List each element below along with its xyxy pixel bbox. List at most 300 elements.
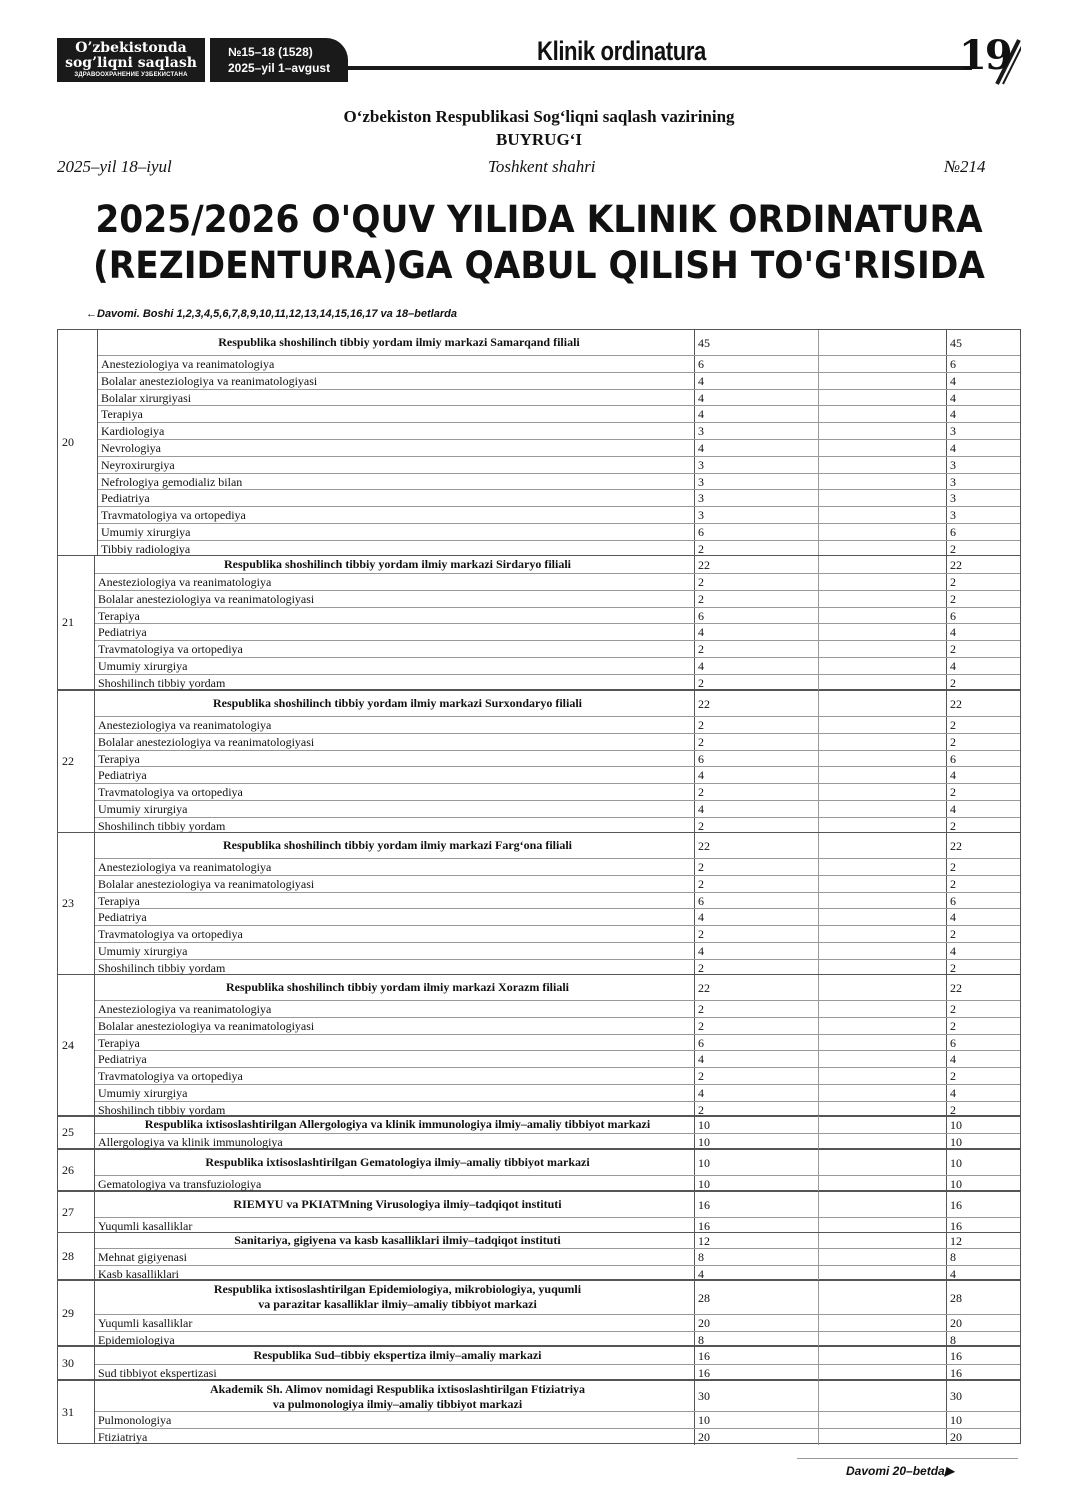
- specialty-quota: 4: [694, 658, 818, 674]
- institution-header-row: [95, 1381, 1020, 1411]
- empty-column-divider: [818, 801, 819, 817]
- empty-column-divider: [818, 624, 819, 640]
- specialty-name: Terapiya: [98, 752, 140, 766]
- institution-total-quota: 10: [694, 1116, 818, 1133]
- specialty-quota: 4: [694, 373, 818, 389]
- empty-column-divider: [818, 1249, 819, 1265]
- empty-column-divider: [818, 1381, 819, 1411]
- institution-name-line: Respublika shoshilinch tibbiy yordam ilmiy markazi Sirdaryo filiali: [223, 556, 572, 571]
- specialty-allocated: 4: [946, 1266, 1020, 1282]
- specialty-row: [98, 405, 1020, 422]
- empty-column-divider: [818, 893, 819, 909]
- empty-column-divider: [818, 591, 819, 607]
- institution-name-line-2: va pulmonologiya ilmiy–amaliy tibbiyot markazi: [272, 1397, 523, 1411]
- institution-header-row: [98, 330, 1020, 355]
- specialty-row: [95, 623, 1020, 640]
- table-group: [57, 1346, 1021, 1380]
- empty-column-divider: [818, 1429, 819, 1445]
- empty-column-divider: [818, 440, 819, 456]
- specialty-name: Travmatologiya va ortopediya: [98, 1069, 243, 1083]
- institution-header-row: [95, 1281, 1020, 1314]
- specialty-name: Pediatriya: [98, 1052, 147, 1066]
- specialty-quota: 2: [694, 784, 818, 800]
- empty-column-divider: [818, 574, 819, 590]
- specialty-row: [95, 1034, 1020, 1051]
- specialty-name: Yuqumli kasalliklar: [98, 1316, 193, 1330]
- specialty-name: Bolalar anesteziologiya va reanimatologiyasi: [98, 877, 315, 891]
- order-word: BUYRUG‘I: [496, 130, 582, 149]
- specialty-quota: 2: [694, 591, 818, 607]
- institution-total-allocated: 22: [946, 833, 1020, 858]
- specialty-row: [98, 523, 1020, 540]
- table-group: [57, 329, 1021, 556]
- specialty-row: [95, 674, 1020, 691]
- specialty-quota: 2: [694, 1102, 818, 1118]
- empty-column-divider: [818, 556, 819, 573]
- empty-column-divider: [818, 833, 819, 858]
- specialty-allocated: 4: [946, 390, 1020, 406]
- specialty-name: Bolalar anesteziologiya va reanimatologiyasi: [98, 592, 315, 606]
- specialty-allocated: 2: [946, 675, 1020, 691]
- page-number-box: [947, 32, 1021, 86]
- empty-column-divider: [818, 1233, 819, 1248]
- empty-column-divider: [818, 1315, 819, 1331]
- row-number: 28: [58, 1233, 95, 1279]
- specialty-allocated: 10: [946, 1134, 1020, 1150]
- empty-column-divider: [818, 1134, 819, 1150]
- institution-total-allocated: 22: [946, 691, 1020, 716]
- ministry-line: O‘zbekiston Respublikasi Sog‘liqni saqlash vazirining: [343, 107, 735, 126]
- empty-column-divider: [818, 926, 819, 942]
- specialty-name: Terapiya: [98, 1036, 140, 1050]
- institution-total-allocated: 10: [946, 1116, 1020, 1133]
- group-content: [95, 1347, 1020, 1379]
- specialty-quota: 10: [694, 1134, 818, 1150]
- institution-header-row: [95, 556, 1020, 573]
- specialty-quota: 4: [694, 1051, 818, 1067]
- row-number: 24: [58, 975, 95, 1116]
- specialty-quota: 2: [694, 859, 818, 875]
- empty-column-divider: [818, 1068, 819, 1084]
- specialty-name: Travmatologiya va ortopediya: [98, 785, 243, 799]
- institution-total-quota: 22: [694, 975, 818, 1000]
- specialty-name: Shoshilinch tibbiy yordam: [98, 676, 226, 690]
- specialty-name: Pediatriya: [98, 768, 147, 782]
- specialty-name: Kardiologiya: [101, 424, 165, 438]
- group-content: [95, 1281, 1020, 1345]
- specialty-allocated: 4: [946, 658, 1020, 674]
- specialty-name: Umumiy xirurgiya: [101, 525, 191, 539]
- document-number: №214: [944, 157, 986, 176]
- specialty-quota: 4: [694, 1266, 818, 1282]
- institution-total-allocated: 16: [946, 1347, 1020, 1364]
- specialty-name: Mehnat gigiyenasi: [98, 1250, 187, 1264]
- specialty-quota: 4: [694, 801, 818, 817]
- specialty-name: Terapiya: [98, 609, 140, 623]
- institution-total-quota: 22: [694, 691, 818, 716]
- row-number: 22: [58, 691, 95, 832]
- institution-name: [95, 1348, 697, 1363]
- specialty-name: Pediatriya: [98, 625, 147, 639]
- institution-total-quota: 16: [694, 1347, 818, 1364]
- specialty-name: Anesteziologiya va reanimatologiya: [98, 860, 272, 874]
- specialty-quota: 4: [694, 624, 818, 640]
- specialty-allocated: 2: [946, 960, 1020, 976]
- specialty-quota: 4: [694, 1085, 818, 1101]
- institution-header-row: [95, 833, 1020, 858]
- institution-total-allocated: 22: [946, 975, 1020, 1000]
- specialty-allocated: 2: [946, 784, 1020, 800]
- specialty-quota: 3: [694, 457, 818, 473]
- institution-header-row: [95, 1192, 1020, 1217]
- specialty-quota: 2: [694, 541, 818, 557]
- institution-name-line: Respublika ixtisoslashtirilgan Gematologiya ilmiy–amaliy tibbiyot markazi: [205, 1154, 590, 1169]
- institution-name-line: Respublika ixtisoslashtirilgan Epidemiologiya, mikrobiologiya, yuqumli: [213, 1282, 582, 1296]
- specialty-allocated: 6: [946, 1035, 1020, 1051]
- arrow-right-icon: ▶: [944, 1464, 954, 1478]
- empty-column-divider: [818, 641, 819, 657]
- specialty-row: [95, 1428, 1020, 1445]
- empty-column-divider: [818, 1035, 819, 1051]
- specialty-allocated: 20: [946, 1315, 1020, 1331]
- specialty-row: [98, 456, 1020, 473]
- specialty-allocated: 3: [946, 474, 1020, 490]
- specialty-name: Kasb kasalliklari: [98, 1267, 179, 1281]
- specialty-row: [95, 800, 1020, 817]
- table-group: [57, 1115, 1021, 1149]
- logo-line-2: sog’liqni saqlash: [65, 55, 197, 71]
- specialty-row: [98, 439, 1020, 456]
- empty-column-divider: [818, 1001, 819, 1017]
- specialty-quota: 6: [694, 608, 818, 624]
- group-content: [95, 556, 1020, 689]
- institution-total-allocated: 22: [946, 556, 1020, 573]
- specialty-allocated: 4: [946, 1051, 1020, 1067]
- specialty-name: Shoshilinch tibbiy yordam: [98, 819, 226, 833]
- specialty-row: [95, 590, 1020, 607]
- empty-column-divider: [818, 784, 819, 800]
- empty-column-divider: [818, 490, 819, 506]
- table-group: [57, 690, 1021, 833]
- empty-column-divider: [818, 1051, 819, 1067]
- empty-column-divider: [818, 373, 819, 389]
- institution-total-allocated: 28: [946, 1281, 1020, 1314]
- empty-column-divider: [818, 876, 819, 892]
- specialty-allocated: 16: [946, 1365, 1020, 1381]
- table-group: [57, 555, 1021, 690]
- specialty-row: [98, 506, 1020, 523]
- specialty-quota: 4: [694, 406, 818, 422]
- specialty-allocated: 2: [946, 1018, 1020, 1034]
- specialty-row: [95, 1084, 1020, 1101]
- institution-total-quota: 22: [694, 833, 818, 858]
- institution-name: [95, 1197, 697, 1212]
- specialty-quota: 2: [694, 675, 818, 691]
- specialty-allocated: 2: [946, 876, 1020, 892]
- empty-column-divider: [818, 734, 819, 750]
- specialty-row: [95, 1248, 1020, 1265]
- empty-column-divider: [818, 423, 819, 439]
- specialty-row: [95, 1314, 1020, 1331]
- institution-name-line: Respublika ixtisoslashtirilgan Allergologiya va klinik immunologiya ilmiy–amaliy tibbiyot markazi: [144, 1116, 651, 1131]
- specialty-name: Umumiy xirurgiya: [98, 944, 188, 958]
- specialty-quota: 2: [694, 876, 818, 892]
- specialty-name: Travmatologiya va ortopediya: [101, 508, 246, 522]
- specialty-quota: 3: [694, 423, 818, 439]
- newspaper-logo: [57, 38, 205, 82]
- group-content: [95, 691, 1020, 832]
- row-number: 20: [58, 330, 98, 555]
- empty-column-divider: [818, 691, 819, 716]
- issue-date: 2025–yil 1–avgust: [228, 61, 331, 75]
- group-content: [95, 1150, 1020, 1190]
- specialty-allocated: 4: [946, 767, 1020, 783]
- institution-header-row: [95, 975, 1020, 1000]
- row-number: 26: [58, 1150, 95, 1190]
- specialty-quota: 6: [694, 751, 818, 767]
- specialty-allocated: 4: [946, 801, 1020, 817]
- specialty-row: [95, 925, 1020, 942]
- specialty-name: Umumiy xirurgiya: [98, 1086, 188, 1100]
- specialty-allocated: 10: [946, 1176, 1020, 1192]
- arrow-left-icon: ←: [86, 308, 97, 320]
- institution-name-line: Respublika shoshilinch tibbiy yordam ilmiy markazi Samarqand filiali: [218, 334, 580, 349]
- specialty-quota: 2: [694, 1018, 818, 1034]
- group-content: [95, 975, 1020, 1116]
- empty-column-divider: [818, 1412, 819, 1428]
- group-content: [95, 833, 1020, 974]
- institution-name: [95, 1233, 697, 1248]
- specialty-quota: 2: [694, 1068, 818, 1084]
- specialty-row: [95, 1364, 1020, 1381]
- table-group: [57, 1149, 1021, 1191]
- specialty-quota: 8: [694, 1332, 818, 1348]
- specialty-quota: 2: [694, 717, 818, 733]
- institution-total-allocated: 30: [946, 1381, 1020, 1411]
- specialty-row: [95, 607, 1020, 624]
- specialty-quota: 3: [694, 490, 818, 506]
- specialty-quota: 6: [694, 893, 818, 909]
- empty-column-divider: [818, 524, 819, 540]
- specialty-name: Allergologiya va klinik immunologiya: [98, 1135, 283, 1149]
- specialty-allocated: 2: [946, 591, 1020, 607]
- empty-column-divider: [818, 1150, 819, 1175]
- specialty-row: [95, 1411, 1020, 1428]
- institution-total-quota: 30: [694, 1381, 818, 1411]
- specialty-name: Shoshilinch tibbiy yordam: [98, 1103, 226, 1117]
- institution-name: [95, 1117, 697, 1132]
- continued-to-note: [846, 1464, 954, 1478]
- specialty-row: [95, 1133, 1020, 1150]
- institution-name: [95, 980, 697, 995]
- institution-name-line: Respublika shoshilinch tibbiy yordam ilmiy markazi Xorazm filiali: [225, 979, 570, 994]
- group-content: [95, 1233, 1020, 1279]
- row-number: 27: [58, 1192, 95, 1232]
- group-content: [98, 330, 1020, 555]
- specialty-row: [95, 766, 1020, 783]
- empty-column-divider: [818, 1176, 819, 1192]
- table-group: [57, 1232, 1021, 1280]
- empty-column-divider: [818, 859, 819, 875]
- specialty-name: Nevrologiya: [101, 441, 161, 455]
- empty-column-divider: [818, 457, 819, 473]
- institution-name-line: Respublika shoshilinch tibbiy yordam ilmiy markazi Farg‘ona filiali: [222, 837, 573, 852]
- group-content: [95, 1116, 1020, 1148]
- specialty-allocated: 2: [946, 926, 1020, 942]
- specialty-allocated: 8: [946, 1332, 1020, 1348]
- table-group: [57, 1280, 1021, 1346]
- specialty-allocated: 6: [946, 751, 1020, 767]
- specialty-allocated: 2: [946, 641, 1020, 657]
- specialty-quota: 4: [694, 943, 818, 959]
- table-group: [57, 1191, 1021, 1233]
- specialty-name: Anesteziologiya va reanimatologiya: [98, 718, 272, 732]
- specialty-quota: 2: [694, 574, 818, 590]
- row-number: 29: [58, 1281, 95, 1345]
- specialty-name: Tibbiy radiologiya: [101, 542, 191, 556]
- specialty-name: Sud tibbiyot ekspertizasi: [98, 1366, 217, 1380]
- specialty-allocated: 2: [946, 574, 1020, 590]
- institution-name: [95, 557, 697, 572]
- specialty-quota: 2: [694, 926, 818, 942]
- specialty-allocated: 4: [946, 406, 1020, 422]
- institution-name-line: Respublika Sud–tibbiy ekspertiza ilmiy–amaliy markazi: [253, 1347, 542, 1362]
- institution-name: [98, 335, 697, 350]
- specialty-quota: 16: [694, 1365, 818, 1381]
- logo-line-3: ЗДРАВООХРАНЕНИЕ УЗБЕКИСТАНА: [74, 72, 188, 78]
- document-date: 2025–yil 18–iyul: [57, 157, 172, 176]
- specialty-name: Pediatriya: [98, 910, 147, 924]
- specialty-allocated: 6: [946, 893, 1020, 909]
- specialty-quota: 6: [694, 1035, 818, 1051]
- specialty-allocated: 4: [946, 1085, 1020, 1101]
- empty-column-divider: [818, 1281, 819, 1314]
- empty-column-divider: [818, 1347, 819, 1364]
- specialty-row: [95, 640, 1020, 657]
- specialty-quota: 6: [694, 356, 818, 372]
- footer-rule: [797, 1458, 1018, 1459]
- empty-column-divider: [818, 1018, 819, 1034]
- specialty-name: Travmatologiya va ortopediya: [98, 927, 243, 941]
- empty-column-divider: [818, 975, 819, 1000]
- specialty-quota: 2: [694, 734, 818, 750]
- table-group: [57, 974, 1021, 1117]
- empty-column-divider: [818, 330, 819, 355]
- specialty-quota: 3: [694, 474, 818, 490]
- specialty-name: Bolalar anesteziologiya va reanimatologiyasi: [98, 1019, 315, 1033]
- institution-header-row: [95, 1347, 1020, 1364]
- specialty-allocated: 4: [946, 373, 1020, 389]
- specialty-row: [95, 716, 1020, 733]
- empty-column-divider: [818, 608, 819, 624]
- specialty-row: [95, 1017, 1020, 1034]
- specialty-row: [95, 1175, 1020, 1192]
- institution-header-row: [95, 1150, 1020, 1175]
- specialty-name: Neyroxirurgiya: [101, 458, 175, 472]
- empty-column-divider: [818, 1192, 819, 1217]
- specialty-name: Yuqumli kasalliklar: [98, 1219, 193, 1233]
- row-number: 25: [58, 1116, 95, 1148]
- section-title: Klinik ordinatura: [537, 36, 706, 66]
- empty-column-divider: [818, 1116, 819, 1133]
- specialty-name: Terapiya: [98, 894, 140, 908]
- specialty-name: Bolalar anesteziologiya va reanimatologiyasi: [98, 735, 315, 749]
- institution-name: [95, 696, 697, 711]
- institution-total-allocated: 10: [946, 1150, 1020, 1175]
- issue-info: [210, 38, 348, 82]
- document-city: Toshkent shahri: [488, 157, 596, 176]
- specialty-row: [95, 573, 1020, 590]
- row-number: 23: [58, 833, 95, 974]
- specialty-row: [95, 908, 1020, 925]
- specialty-allocated: 8: [946, 1249, 1020, 1265]
- specialty-quota: 20: [694, 1429, 818, 1445]
- specialty-allocated: 2: [946, 859, 1020, 875]
- specialty-quota: 2: [694, 960, 818, 976]
- headline-line-2: (REZIDENTURA)GA QABUL QILISH TO'G'RISIDA: [93, 244, 985, 287]
- specialty-row: [98, 389, 1020, 406]
- institution-name: [95, 1155, 697, 1170]
- table-group: [57, 832, 1021, 975]
- specialty-allocated: 2: [946, 717, 1020, 733]
- specialty-row: [95, 875, 1020, 892]
- empty-column-divider: [818, 717, 819, 733]
- specialty-allocated: 3: [946, 507, 1020, 523]
- specialty-allocated: 6: [946, 356, 1020, 372]
- institution-name: [95, 1282, 697, 1312]
- institution-total-quota: 28: [694, 1281, 818, 1314]
- institution-name: [95, 838, 697, 853]
- institution-name-line: Sanitariya, gigiyena va kasb kasalliklari ilmiy–tadqiqot instituti: [234, 1233, 561, 1247]
- row-number: 31: [58, 1381, 95, 1443]
- specialty-quota: 8: [694, 1249, 818, 1265]
- specialty-quota: 20: [694, 1315, 818, 1331]
- specialty-row: [98, 355, 1020, 372]
- empty-column-divider: [818, 356, 819, 372]
- specialty-name: Bolalar anesteziologiya va reanimatologiyasi: [101, 374, 318, 388]
- specialty-quota: 10: [694, 1412, 818, 1428]
- specialty-row: [98, 422, 1020, 439]
- issue-number: №15–18 (1528): [228, 45, 313, 59]
- specialty-name: Nefrologiya gemodializ bilan: [101, 475, 243, 489]
- institution-name-line-2: va parazitar kasalliklar ilmiy–amaliy tibbiyot markazi: [258, 1297, 537, 1311]
- specialty-name: Pulmonologiya: [98, 1413, 172, 1427]
- specialty-name: Epidemiologiya: [98, 1333, 175, 1347]
- specialty-allocated: 4: [946, 943, 1020, 959]
- empty-column-divider: [818, 767, 819, 783]
- specialty-allocated: 10: [946, 1412, 1020, 1428]
- specialty-row: [95, 1000, 1020, 1017]
- specialty-row: [95, 858, 1020, 875]
- specialty-name: Ftiziatriya: [98, 1430, 148, 1444]
- specialty-allocated: 2: [946, 541, 1020, 557]
- specialty-name: Bolalar xirurgiyasi: [101, 391, 192, 405]
- institution-total-quota: 12: [694, 1233, 818, 1248]
- specialty-quota: 4: [694, 909, 818, 925]
- specialty-quota: 6: [694, 524, 818, 540]
- specialty-allocated: 2: [946, 1102, 1020, 1118]
- specialty-allocated: 3: [946, 490, 1020, 506]
- institution-total-quota: 10: [694, 1150, 818, 1175]
- specialty-row: [95, 1050, 1020, 1067]
- institution-total-quota: 16: [694, 1192, 818, 1217]
- specialty-quota: 2: [694, 818, 818, 834]
- specialty-name: Anesteziologiya va reanimatologiya: [101, 357, 275, 371]
- empty-column-divider: [818, 751, 819, 767]
- specialty-quota: 4: [694, 440, 818, 456]
- specialty-row: [95, 942, 1020, 959]
- specialty-quota: 16: [694, 1218, 818, 1234]
